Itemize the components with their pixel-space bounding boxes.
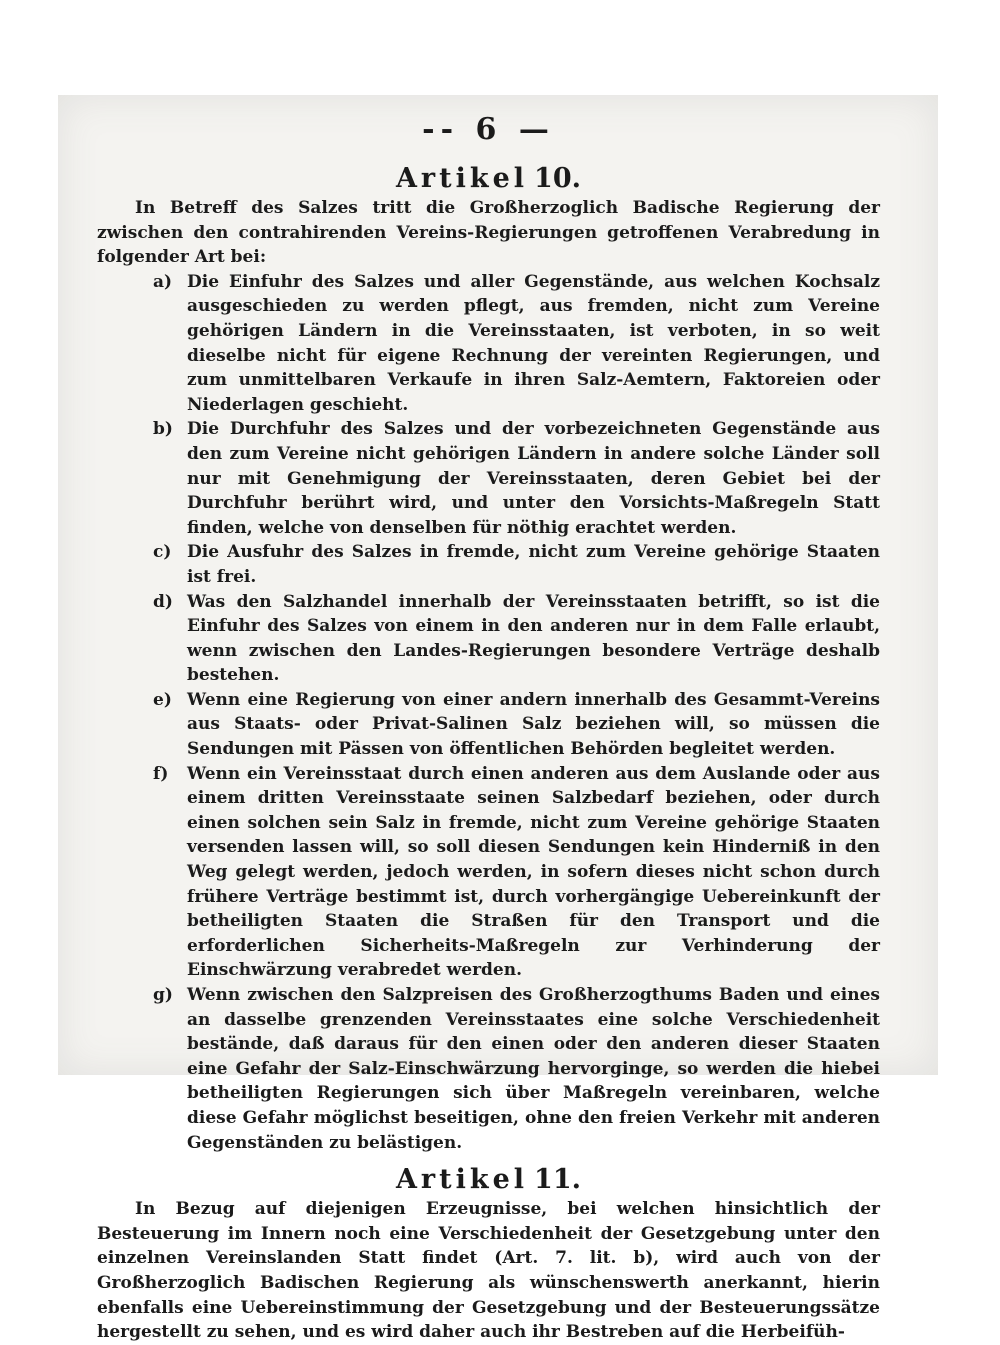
article-10-label: Artikel [395,163,529,194]
item-text: Die Durchfuhr des Salzes und der vorbezeichneten Gegenstände aus den zum Vereine nicht gehörigen Ländern in andere solche Länder soll nur mit Genehmigung der Vereinsstaaten, deren Gebiet bei der Durchfuhr berührt wird, und unter den Vorsichts-Maßregeln Statt finden, welche von denselben für nöthig erachtet werden. [187,419,880,538]
item-text: Wenn ein Vereinsstaat durch einen anderen aus dem Auslande oder aus einem dritten Vereinsstaate seinen Salzbedarf beziehen, oder durch einen solchen sein Salz in fremde, nicht zum Vereine gehörige Staaten versenden lassen will, so soll diesen Sendungen kein Hinderniß in den Weg gelegt werden, jedoch werden, in sofern dieses nicht schon durch frühere Verträge bestimmt ist, durch vorhergängige Uebereinkunft der betheiligten Staaten die Straßen für den Transport und die erforderlichen Sicherheits-Maßregeln zur Verhinderung der Einschwärzung verabredet werden. [187,763,880,981]
list-item [97,688,880,762]
article-10-list [97,270,880,1155]
list-item [97,540,880,589]
item-marker: b) [153,419,173,440]
item-text: Wenn zwischen den Salzpreisen des Großherzogthums Baden und eines an dasselbe grenzenden Vereinsstaates eine solche Verschiedenheit bestände, daß daraus für den einen oder den anderen dieser Staaten eine Gefahr der Salz-Einschwärzung hervorginge, so werden die hiebei betheiligten Regierungen sich über Maßregeln vereinbaren, welche diese Gefahr möglichst beseitigen, ohne den freien Verkehr mit anderen Gegenständen zu belästigen. [187,985,880,1153]
article-11-label: Artikel [395,1164,529,1196]
article-10-intro: In Betreff des Salzes tritt die Großherzoglich Badische Regierung der zwischen den contrahirenden Vereins-Regierungen getroffenen Verabredung in folgender Art bei: [97,198,880,268]
list-item [97,590,880,688]
article-10-heading [97,162,880,196]
list-item [97,762,880,983]
list-item [97,270,880,418]
item-text: Die Einfuhr des Salzes und aller Gegenstände, aus welchen Kochsalz ausgeschieden zu werden pflegt, aus fremden, nicht zum Vereine gehörigen Ländern in die Vereinsstaaten, ist verboten, in so weit dieselbe nicht für eigene Rechnung der vereinten Regierungen, und zum unmittelbaren Verkaufe in ihren Salz-Aemtern, Faktoreien oder Niederlagen geschieht. [187,271,880,415]
item-marker: a) [153,271,173,292]
list-item [97,983,880,1155]
item-marker: g) [153,985,173,1005]
item-text: Die Ausfuhr des Salzes in fremde, nicht zum Vereine gehörige Staaten ist frei. [187,542,880,587]
list-item [97,417,880,540]
item-marker: d) [153,591,173,612]
page-text [97,112,880,1345]
item-text: Wenn eine Regierung von einer andern innerhalb des Gesammt-Vereins aus Staats- oder Privat-Salinen Salz beziehen will, so müssen die Sendungen mit Pässen von öffentlichen Behörden begleitet werden. [187,689,880,760]
section-gap [97,1155,880,1163]
page-number: -- 6 — [422,112,555,147]
article-11-text: In Bezug auf diejenigen Erzeugnisse, bei welchen hinsichtlich der Besteuerung im Innern noch eine Verschiedenheit der Gesetzgebung unter den einzelnen Vereinslanden Statt findet (Art. 7. lit. b), wird auch von der Großherzoglich Badischen Regierung als wünschenswerth anerkannt, hierin ebenfalls eine Uebereinstimmung der Gesetzgebung und der Besteuerungssätze hergestellt zu sehen, und es wird daher auch ihr Bestreben auf die Herbeifüh- [97,1199,880,1343]
article-11-number: 11. [534,1164,582,1196]
item-marker: e) [153,689,172,710]
article-11-heading [97,1163,880,1197]
article-10-number: 10. [534,163,582,194]
item-text: Was den Salzhandel innerhalb der Vereinsstaaten betrifft, so ist die Einfuhr des Salzes von einem in den anderen nur in dem Falle erlaubt, wenn zwischen den Landes-Regierungen besondere Verträge deshalb bestehen. [187,591,880,686]
item-marker: f) [153,763,169,784]
item-marker: c) [153,542,172,563]
